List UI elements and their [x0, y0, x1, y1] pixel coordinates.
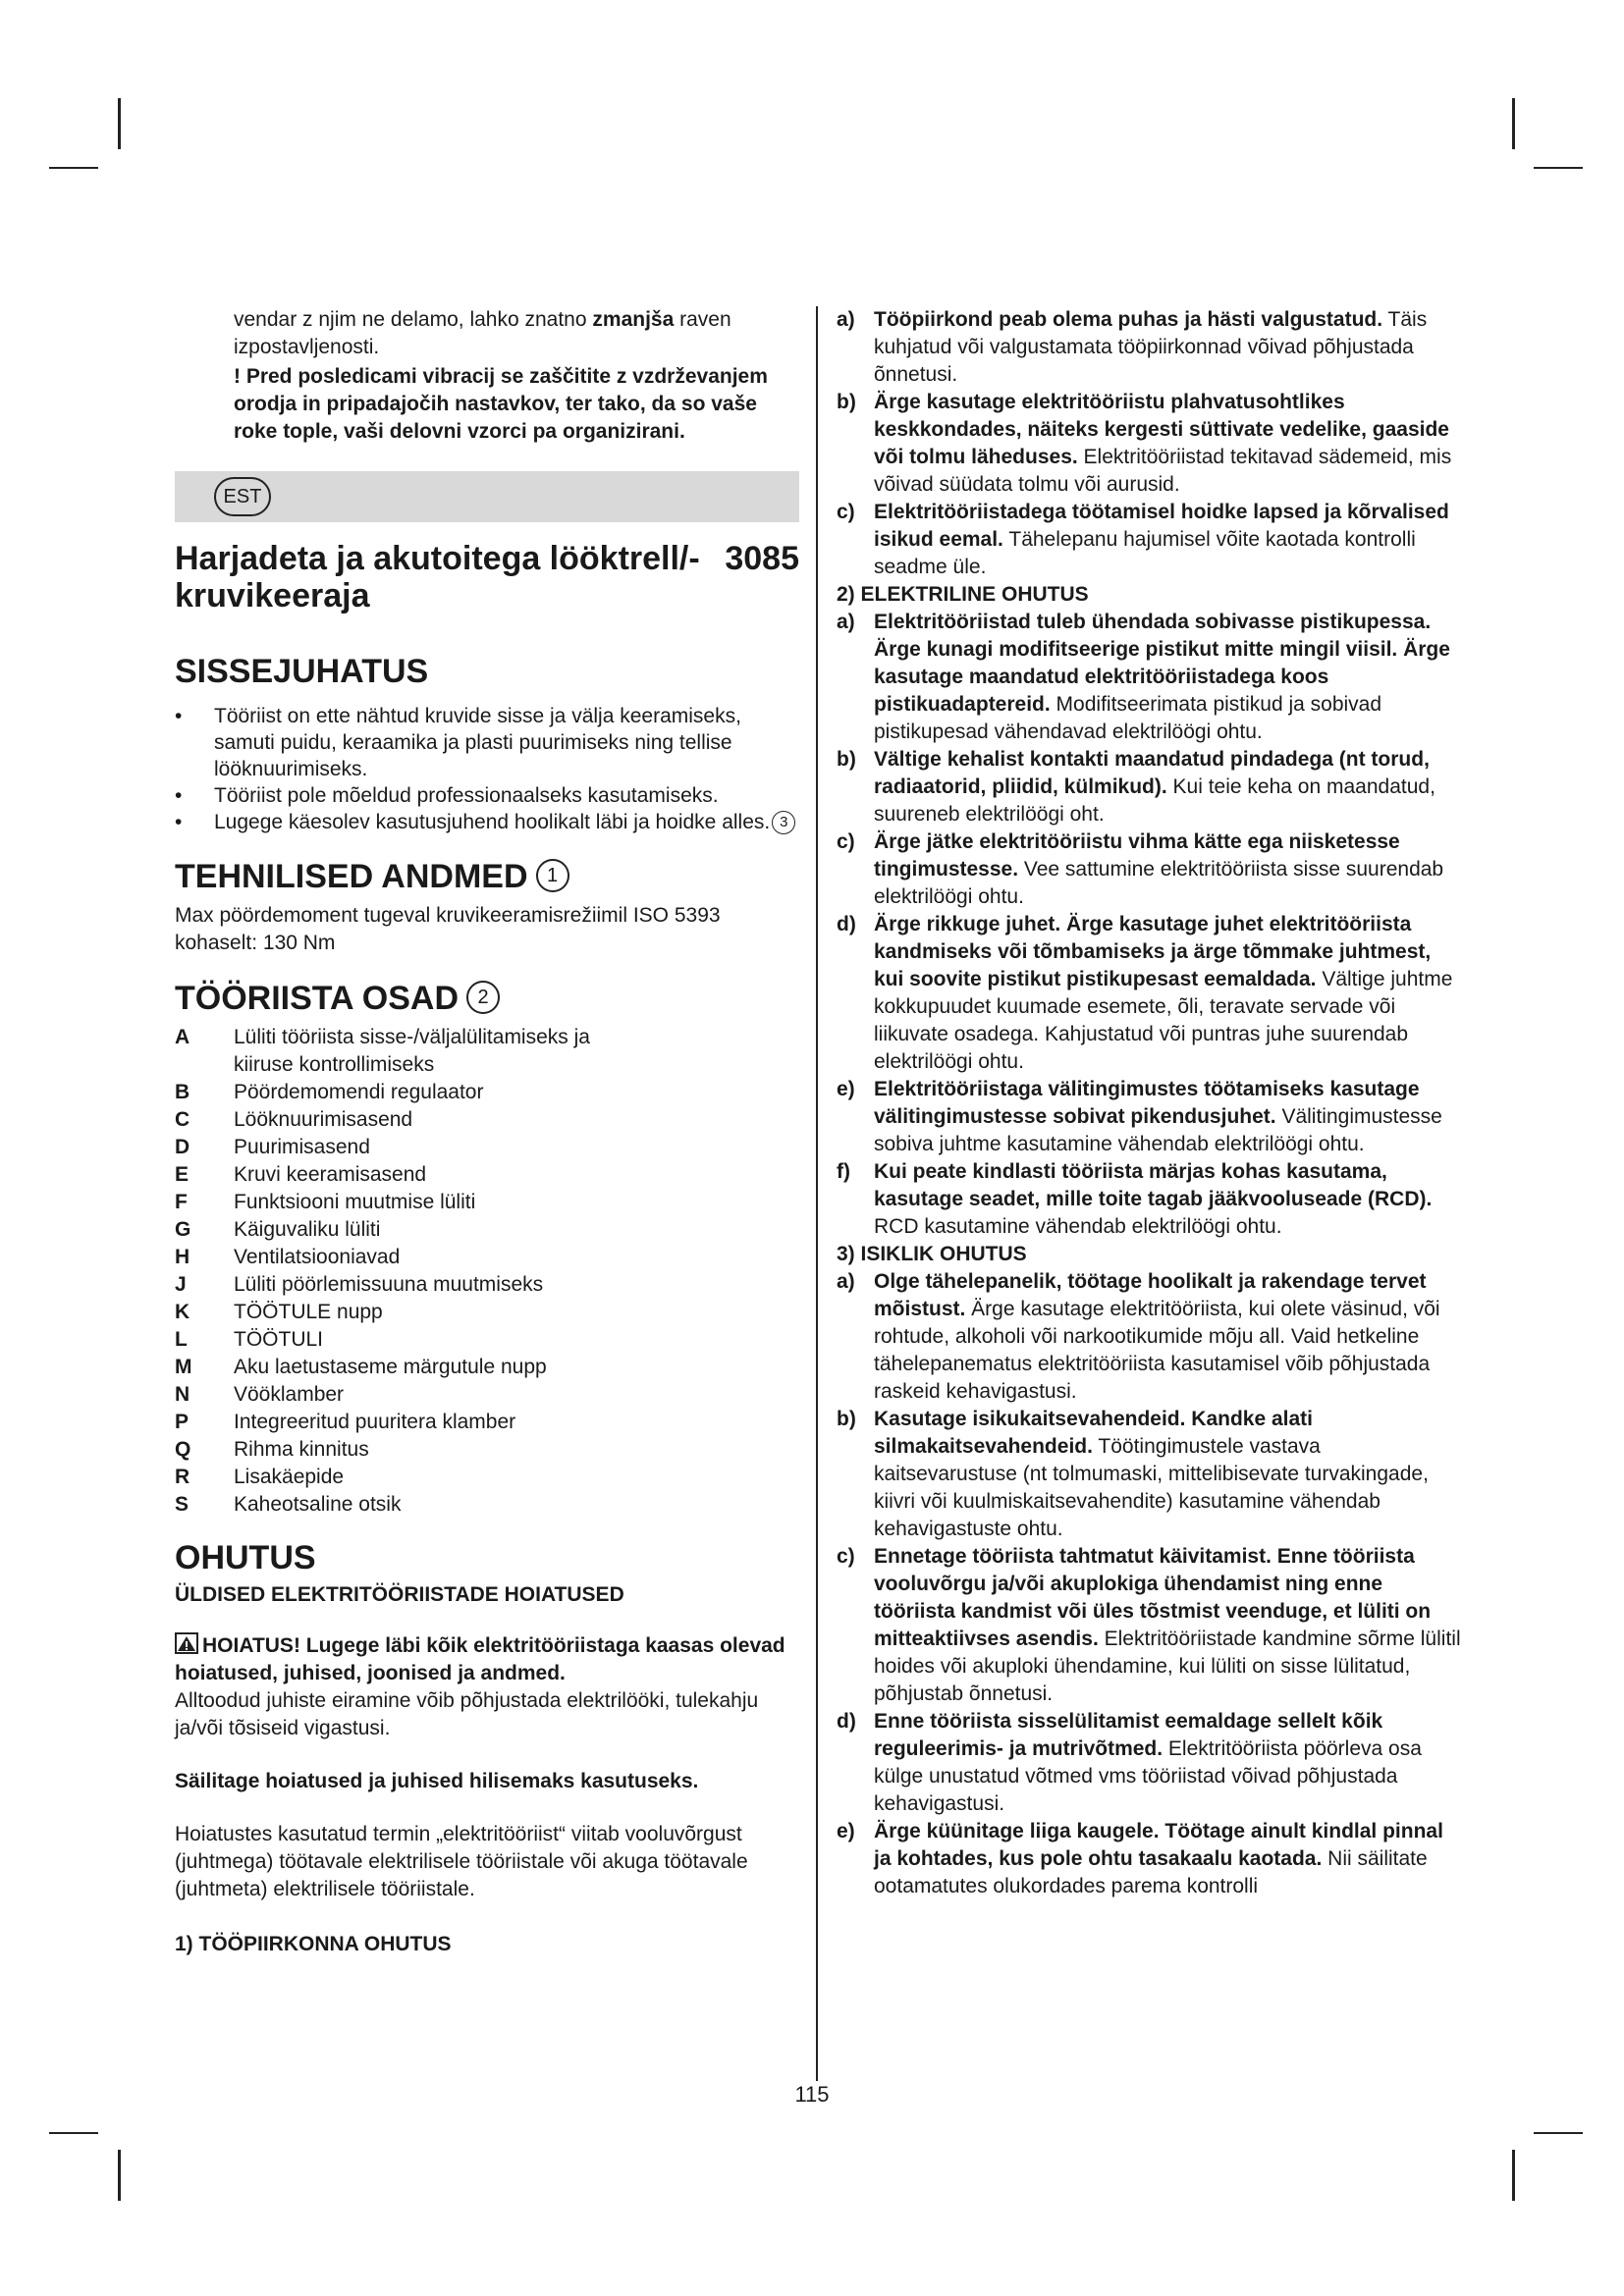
part-letter: H	[175, 1246, 190, 1268]
part-letter: G	[175, 1218, 191, 1241]
item-text	[874, 499, 1461, 581]
item-bold: Ärge jätke elektritööriistu vihma kätte ega niisketesse tingimustesse.	[874, 830, 1400, 881]
item-body: Modifitseerimata pistikud ja sobivad pistikupesad vähendavad elektrilöögi ohtu.	[874, 693, 1382, 743]
vibration-warning: ! Pred posledicami vibracij se zaščitite z vzdrževanjem orodja in pripadajočih nastavkov, ter tako, da so vaše roke tople, vaši delovni vzorci pa organizirani.	[234, 365, 768, 443]
item-label: c)	[837, 501, 855, 523]
item-bold: Ennetage tööriista tahtmatut käivitamist. Enne tööriista vooluvõrgu ja/või akuplokiga ühendamist ning enne tööriista kandmist või üles tõstmist veenduge, et lüliti on mitteaktiivses asendis.	[874, 1545, 1432, 1650]
item-label: c)	[837, 1545, 855, 1568]
part-description: TÖÖTULI	[234, 1328, 324, 1351]
part-description: TÖÖTULE nupp	[234, 1301, 383, 1323]
part-description: Puurimisasend	[234, 1136, 370, 1158]
item-bold: Ärge kasutage elektritööriistu plahvatusohtlikes keskkondades, näiteks kergesti süttivate vedelike, gaaside või tolmu läheduses.	[874, 391, 1449, 468]
item-body: Välitingimustesse sobiva juhtme kasutamine vähendab elektrilöögi ohtu.	[874, 1105, 1442, 1155]
part-letter: Q	[175, 1438, 191, 1461]
electric-heading: 2) ELEKTRILINE OHUTUS	[837, 583, 1089, 606]
crop-mark	[1512, 2150, 1515, 2201]
item-body: Töötingimustele vastava kaitsevarustuse (nt tolmumaski, mittelibisevate turvakingade, kiivri või kuulmiskaitsevahendite) kasutamine vähendab kehavigastuste ohtu.	[874, 1435, 1429, 1540]
item-bold: Elektritööriistaga välitingimustes töötamiseks kasutage välitingimustesse sobivat pikendusjuhet.	[874, 1078, 1420, 1128]
part-letter: S	[175, 1493, 189, 1516]
slovenian-tail	[175, 306, 799, 446]
intro-bullet: • Tööriist pole mõeldud professionaalseks kasutamiseks.	[175, 782, 799, 809]
safety-item	[837, 609, 1461, 746]
safety-item	[837, 828, 1461, 911]
item-label: e)	[837, 1820, 855, 1842]
item-bold: Vältige kehalist kontakti maandatud pindadega (nt torud, radiaatorid, pliidid, külmikud).	[874, 748, 1430, 798]
part-description: Lüliti pöörlemissuuna muutmiseks	[234, 1273, 544, 1296]
item-text	[874, 1158, 1461, 1241]
item-body: Vee sattumine elektritööriista sisse suurendab elektrilöögi ohtu.	[874, 858, 1444, 908]
crop-mark	[118, 2150, 121, 2201]
part-letter: P	[175, 1411, 189, 1433]
item-text	[874, 1708, 1461, 1818]
title-row	[175, 540, 799, 614]
model-number: 3085	[725, 540, 799, 577]
item-text	[874, 1818, 1461, 1900]
column-divider	[816, 306, 818, 2081]
safety-item	[837, 1708, 1461, 1818]
part-description: Aku laetustaseme märgutule nupp	[234, 1356, 547, 1378]
safety-heading: OHUTUS	[175, 1539, 316, 1576]
part-description: Lüliti tööriista sisse-/väljalülitamiseks ja kiiruse kontrollimiseks	[234, 1026, 590, 1076]
item-bold: Enne tööriista sisselülitamist eemaldage sellelt kõik reguleerimis- ja mutrivõtmed.	[874, 1710, 1383, 1760]
item-label: d)	[837, 1710, 856, 1733]
part-letter: D	[175, 1136, 190, 1158]
safety-item	[837, 911, 1461, 1076]
crop-mark	[1512, 98, 1515, 149]
part-item	[175, 1436, 799, 1464]
language-band	[175, 471, 799, 522]
part-letter: A	[175, 1026, 190, 1048]
item-body: Nii säilitate ootamatutes olukordades parema kontrolli	[874, 1847, 1428, 1897]
item-text	[874, 389, 1461, 499]
part-item	[175, 1271, 799, 1299]
part-description: Kruvi keeramisasend	[234, 1163, 427, 1186]
work-area-items	[837, 306, 1461, 581]
page-number: 115	[794, 2082, 830, 2107]
item-text	[874, 1076, 1461, 1158]
term-definition: Hoiatustes kasutatud termin „elektritööriist“ viitab vooluvõrgust (juhtmega) töötavale elektrilisele tööriistale või akuga töötavale (juhtmeta) elektrilisele tööriistale.	[175, 1823, 748, 1900]
part-description: Kaheotsaline otsik	[234, 1493, 402, 1516]
tech-heading: TEHNILISED ANDMED 1	[175, 857, 799, 896]
safety-item	[837, 1268, 1461, 1406]
part-letter: J	[175, 1273, 187, 1296]
part-item	[175, 1354, 799, 1381]
part-description: Käiguvaliku lüliti	[234, 1218, 381, 1241]
item-text	[874, 1406, 1461, 1543]
part-letter: B	[175, 1081, 190, 1103]
item-body: Elektritööriistad tekitavad sädemeid, mis võivad süüdata tolmu või aurusid.	[874, 446, 1452, 496]
electric-items	[837, 609, 1461, 1241]
part-letter: L	[175, 1328, 188, 1351]
part-item	[175, 1189, 799, 1216]
crop-mark	[118, 98, 121, 149]
item-label: a)	[837, 308, 855, 331]
part-item	[175, 1491, 799, 1519]
part-item	[175, 1134, 799, 1161]
part-description: Vööklamber	[234, 1383, 345, 1406]
item-label: b)	[837, 391, 856, 413]
part-item	[175, 1079, 799, 1106]
part-description: Rihma kinnitus	[234, 1438, 369, 1461]
item-body: Elektritööriista pöörleva osa külge unustatud võtmed vms tööriistad võivad põhjustada kehavigastusi.	[874, 1737, 1422, 1815]
item-text	[874, 1543, 1461, 1708]
part-item	[175, 1244, 799, 1271]
item-bold: Tööpiirkond peab olema puhas ja hästi valgustatud.	[874, 308, 1383, 331]
part-description: Ventilatsiooniavad	[234, 1246, 401, 1268]
part-letter: R	[175, 1466, 190, 1488]
item-label: b)	[837, 1408, 856, 1430]
item-label: a)	[837, 1270, 855, 1293]
item-bold: Olge tähelepanelik, töötage hoolikalt ja rakendage tervet mõistust.	[874, 1270, 1427, 1320]
part-letter: C	[175, 1108, 190, 1131]
part-description: Integreeritud puuritera klamber	[234, 1411, 516, 1433]
part-letter: N	[175, 1383, 190, 1406]
part-description: Lisakäepide	[234, 1466, 345, 1488]
item-label: d)	[837, 913, 856, 935]
safety-item	[837, 1406, 1461, 1543]
intro-bullet: • Tööriist on ette nähtud kruvide sisse ja välja keeramiseks, samuti puidu, keraamika ja plasti puurimiseks ning tellise lööknuurimiseks.	[175, 703, 799, 782]
part-item	[175, 1299, 799, 1326]
parts-list	[175, 1024, 799, 1519]
crop-mark	[49, 167, 98, 169]
right-column	[837, 306, 1461, 1900]
safety-item	[837, 499, 1461, 581]
part-item	[175, 1326, 799, 1354]
item-bold: Ärge küünitage liiga kaugele. Töötage ainult kindlal pinnal ja kohtades, kus pole ohtu tasakaalu kaotada.	[874, 1820, 1443, 1870]
work-area-heading: 1) TÖÖPIIRKONNA OHUTUS	[175, 1933, 452, 1955]
crop-mark	[1534, 167, 1583, 169]
figure-ref: 3	[772, 811, 795, 834]
part-item	[175, 1464, 799, 1491]
item-text	[874, 746, 1461, 828]
product-title: Harjadeta ja akutoitega lööktrell/-kruvikeeraja	[175, 540, 700, 614]
part-item	[175, 1024, 799, 1079]
part-item	[175, 1409, 799, 1436]
safety-item	[837, 389, 1461, 499]
item-bold: Elektritööriistad tuleb ühendada sobivasse pistikupessa. Ärge kunagi modifitseerige pistikut mitte mingil viisil. Ärge kasutage maandatud elektritööriistadega koos pistikuadaptereid.	[874, 611, 1450, 716]
part-description: Pöördemomendi regulaator	[234, 1081, 484, 1103]
safety-item	[837, 1818, 1461, 1900]
part-item	[175, 1106, 799, 1134]
warning-icon	[175, 1632, 198, 1654]
safety-subheading: ÜLDISED ELEKTRITÖÖRIISTADE HOIATUSED	[175, 1583, 624, 1606]
item-body: Täis kuhjatud või valgustamata tööpiirkonnad võivad põhjustada õnnetusi.	[874, 308, 1428, 386]
warning-text: Alltoodud juhiste eiramine võib põhjustada elektrilööki, tulekahju ja/või tõsiseid vigastusi.	[175, 1689, 759, 1739]
part-description: Lööknuurimisasend	[234, 1108, 413, 1131]
safety-item	[837, 306, 1461, 389]
part-item	[175, 1161, 799, 1189]
item-bold: Elektritööriistadega töötamisel hoidke lapsed ja kõrvalised isikud eemal.	[874, 501, 1449, 551]
item-body: RCD kasutamine vähendab elektrilöögi ohtu.	[874, 1215, 1282, 1238]
crop-mark	[49, 2132, 98, 2134]
part-item	[175, 1216, 799, 1244]
item-body: Elektritööriistade kandmine sõrme lülitil hoides või akuploki ühendamine, kui lüliti on sisse lülitatud, põhjustab õnnetusi.	[874, 1628, 1461, 1705]
personal-heading: 3) ISIKLIK OHUTUS	[837, 1243, 1027, 1265]
item-body: Ärge kasutage elektritööriista, kui olete väsinud, või rohtude, alkoholi või narkootikumide mõju all. Vaid hetkeline tähelepanematus elektritööriista kasutamisel võib põhjustada raskeid kehavigastusi.	[874, 1298, 1440, 1403]
item-label: c)	[837, 830, 855, 853]
figure-ref: 1	[536, 859, 569, 892]
safety-item	[837, 746, 1461, 828]
item-bold: Ärge rikkuge juhet. Ärge kasutage juhet elektritööriista kandmiseks või tõmbamiseks ja ärge tõmmake juhtmest, kui soovite pistikut pistikupesast eemaldada.	[874, 913, 1432, 990]
warning-bold: HOIATUS! Lugege läbi kõik elektritööriistaga kaasas olevad hoiatused, juhised, joonised ja andmed.	[175, 1634, 785, 1684]
item-label: b)	[837, 748, 856, 771]
item-label: f)	[837, 1160, 850, 1183]
item-text	[874, 911, 1461, 1076]
intro-heading: SISSEJUHATUS	[175, 653, 429, 690]
language-badge: EST	[214, 477, 271, 516]
parts-heading: TÖÖRIISTA OSAD 2	[175, 979, 799, 1018]
safety-item	[837, 1158, 1461, 1241]
personal-items	[837, 1268, 1461, 1900]
item-text	[874, 609, 1461, 746]
left-column	[175, 306, 799, 1958]
item-label: e)	[837, 1078, 855, 1100]
item-text	[874, 306, 1461, 389]
tech-text: Max pöördemoment tugeval kruvikeeramisrežiimil ISO 5393 kohaselt: 130 Nm	[175, 904, 721, 954]
part-item	[175, 1381, 799, 1409]
crop-mark	[1534, 2132, 1583, 2134]
safety-item	[837, 1543, 1461, 1708]
part-letter: M	[175, 1356, 192, 1378]
part-letter: E	[175, 1163, 189, 1186]
part-letter: K	[175, 1301, 190, 1323]
part-description: Funktsiooni muutmise lüliti	[234, 1191, 476, 1213]
item-body: Tähelepanu hajumisel võite kaotada kontrolli seadme üle.	[874, 528, 1416, 578]
item-body: Vältige juhtme kokkupuudet kuumade esemete, õli, teravate servade või liikuvate osadega. Kahjustatud või puntras juhe suurendab elektrilöögi ohtu.	[874, 968, 1453, 1073]
intro-bullets	[175, 703, 799, 835]
keep-instructions: Säilitage hoiatused ja juhised hilisemaks kasutuseks.	[175, 1770, 699, 1792]
item-body: Kui teie keha on maandatud, suureneb elektrilöögi oht.	[874, 775, 1435, 826]
item-bold: Kasutage isikukaitsevahendeid. Kandke alati silmakaitsevahendeid.	[874, 1408, 1314, 1458]
part-letter: F	[175, 1191, 188, 1213]
figure-ref: 2	[466, 981, 500, 1014]
safety-item	[837, 1076, 1461, 1158]
intro-bullet: • Lugege käesolev kasutusjuhend hoolikalt läbi ja hoidke alles. 3	[175, 809, 799, 835]
item-bold: Kui peate kindlasti tööriista märjas kohas kasutama, kasutage seadet, mille toite tagab jääkvooluseade (RCD).	[874, 1160, 1433, 1210]
item-text	[874, 828, 1461, 911]
intro-paragraph: vendar z njim ne delamo, lahko znatno zmanjša raven izpostavljenosti.	[234, 308, 731, 358]
item-label: a)	[837, 611, 855, 633]
item-text	[874, 1268, 1461, 1406]
